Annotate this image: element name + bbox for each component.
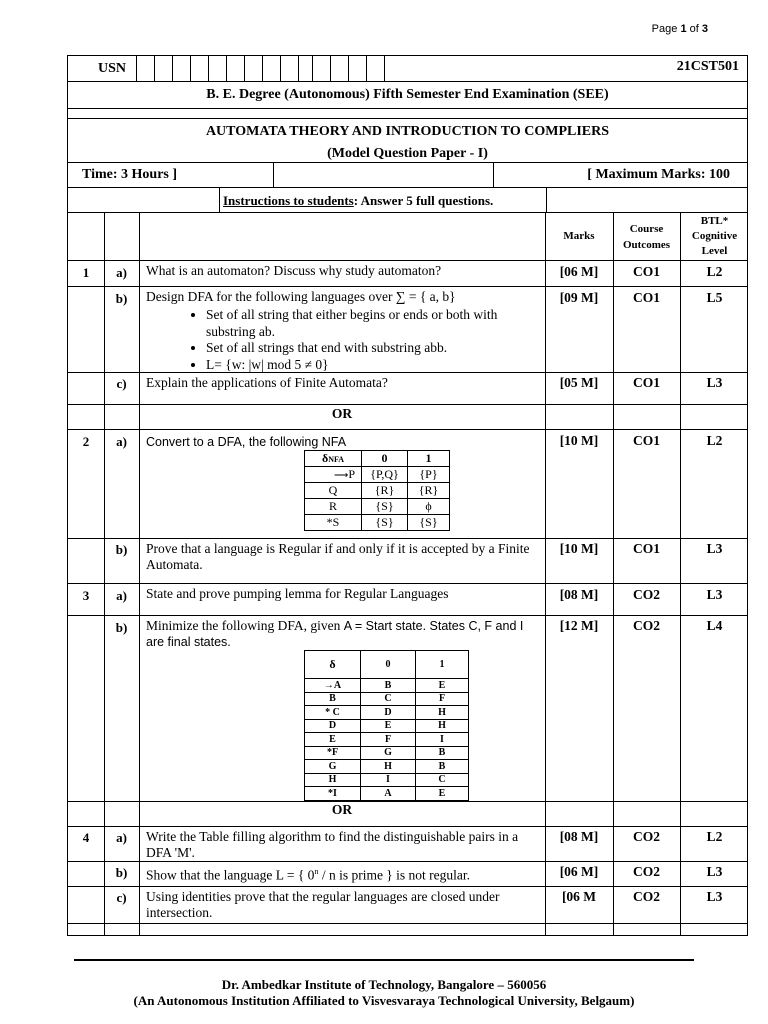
course-outcome: CO1 (633, 290, 660, 305)
marks: [06 M] (559, 864, 599, 879)
course-outcome: CO1 (633, 433, 660, 448)
marks: [12 M] (559, 618, 599, 633)
btl-level: L3 (706, 375, 723, 390)
footer-divider (74, 959, 694, 961)
question-text: Design DFA for the following languages over ∑ = { a, b} • Set of all string that either begins or ends or both with substring ab. • Set of all strings that end with substring abb. • L= {w: |w| mod 5 ≠ 0} (140, 287, 545, 372)
part-label: b) (115, 865, 128, 880)
marks: [08 M] (559, 829, 599, 844)
question-text: What is an automaton? Discuss why study automaton? (146, 263, 442, 278)
nfa-table: δNFA 0 1 ⟶P {P,Q} {P} Q {R} {R} R {S} ϕ *S {S} {S} (304, 450, 450, 531)
btl-level: L3 (706, 587, 723, 602)
question-row (67, 616, 748, 802)
spacer-row (67, 109, 748, 119)
question-number: 1 (82, 265, 90, 280)
usn-label: USN (98, 61, 127, 76)
subject-title: AUTOMATA THEORY AND INTRODUCTION TO COMPLIERS (205, 124, 610, 139)
table-row: *S {S} {S} (305, 515, 450, 531)
course-outcome: CO2 (633, 587, 660, 602)
question-text: Write the Table filling algorithm to find the distinguishable pairs in a DFA 'M'. (146, 829, 519, 860)
question-row (67, 287, 748, 373)
btl-level: L3 (706, 541, 723, 556)
table-row: R {S} ϕ (305, 499, 450, 515)
question-row (67, 584, 748, 616)
question-text: Using identities prove that the regular languages are closed under intersection. (146, 889, 500, 920)
question-text: Convert to a DFA, the following NFA (146, 435, 347, 449)
course-outcome: CO1 (633, 541, 660, 556)
degree-title: B. E. Degree (Autonomous) Fifth Semester End Examination (SEE) (206, 87, 609, 102)
marks: [06 M] (559, 264, 599, 279)
table-row: D E H (305, 719, 469, 733)
or-row (67, 405, 748, 430)
part-label: b) (115, 542, 128, 557)
btl-level: L4 (706, 618, 723, 633)
table-row: ⟶P {P,Q} {P} (305, 467, 450, 483)
marks: [05 M] (559, 375, 599, 390)
part-label: a) (116, 265, 127, 280)
column-header-row (67, 213, 748, 261)
or-separator: OR (331, 406, 353, 421)
usn-row (67, 55, 748, 82)
table-row: Q {R} {R} (305, 483, 450, 499)
btl-level: L2 (706, 829, 723, 844)
table-row: H I C (305, 773, 469, 787)
footer-affiliation: (An Autonomous Institution Affiliated to Visvesvaraya Technological University, Belgaum) (133, 993, 635, 1008)
list-item: • Set of all strings that end with substring abb. (206, 340, 539, 357)
course-outcome: CO1 (633, 264, 660, 279)
table-row: B C F (305, 692, 469, 706)
empty-row (67, 924, 748, 936)
btl-level: L2 (706, 264, 723, 279)
question-number: 3 (82, 588, 90, 603)
table-row: E F I (305, 733, 469, 747)
btl-level: L3 (706, 864, 723, 879)
part-label: c) (116, 376, 127, 391)
co-header: Course Outcomes (622, 223, 671, 251)
part-label: c) (116, 890, 127, 905)
question-row (67, 887, 748, 924)
part-label: b) (115, 620, 128, 635)
question-text: Show that the language L = { 0$^n$ / n is prime } is not regular. (146, 867, 471, 883)
page-number: Page 1 of 3 (651, 23, 708, 35)
time-label: Time: 3 Hours ] (82, 167, 178, 182)
marks-header: Marks (563, 230, 595, 242)
exam-sheet (67, 55, 748, 936)
question-row (67, 373, 748, 405)
question-text: Prove that a language is Regular if and only if it is accepted by a Finite Automata. (146, 541, 530, 572)
question-row (67, 430, 748, 539)
course-outcome: CO2 (633, 864, 660, 879)
or-row (67, 802, 748, 827)
question-text: Minimize the following DFA, given A = Start state. States C, F and I are final states. (146, 618, 524, 649)
paper-title: (Model Question Paper - I) (327, 146, 488, 161)
degree-row (67, 82, 748, 109)
course-code: 21CST501 (676, 59, 739, 74)
dfa-table: δ 0 1 →A B E B C F * C D H D E H E F I *F G B G H B H I C *I A E (304, 650, 469, 801)
question-text: Explain the applications of Finite Automata? (146, 375, 388, 390)
start-arrow-icon: ⟶ (333, 470, 349, 481)
instructions: Instructions to students: Answer 5 full questions. (223, 193, 494, 208)
course-outcome: CO2 (633, 618, 660, 633)
part-label: a) (116, 588, 127, 603)
marks: [10 M] (559, 433, 599, 448)
marks: [09 M] (559, 290, 599, 305)
table-row: * C D H (305, 706, 469, 720)
instructions-row (67, 188, 748, 213)
list-item: • Set of all string that either begins or ends or both with substring ab. (206, 307, 539, 340)
marks: [08 M] (559, 587, 599, 602)
marks: [10 M] (559, 541, 599, 556)
marks: [06 M (561, 889, 597, 904)
footer-institute: Dr. Ambedkar Institute of Technology, Bangalore – 560056 (221, 977, 547, 992)
question-row (67, 261, 748, 287)
list-item: • L= {w: |w| mod 5 ≠ 0} (206, 357, 539, 374)
btl-level: L5 (706, 290, 723, 305)
table-row: *I A E (305, 787, 469, 801)
time-row (67, 163, 748, 188)
question-number: 2 (82, 434, 90, 449)
table-row: →A B E (305, 679, 469, 693)
table-row: *F G B (305, 746, 469, 760)
question-row (67, 539, 748, 584)
or-separator: OR (331, 802, 353, 817)
btl-level: L3 (706, 889, 723, 904)
question-text: State and prove pumping lemma for Regular Languages (146, 586, 449, 601)
btl-level: L2 (706, 433, 723, 448)
question-row (67, 862, 748, 887)
question-row (67, 827, 748, 862)
course-outcome: CO2 (633, 829, 660, 844)
course-outcome: CO1 (633, 375, 660, 390)
question-number: 4 (82, 830, 90, 845)
subject-row (67, 119, 748, 163)
course-outcome: CO2 (633, 889, 660, 904)
part-label: b) (115, 291, 128, 306)
max-marks-label: [ Maximum Marks: 100 (587, 167, 730, 182)
part-label: a) (116, 830, 127, 845)
btl-header: BTL* Cognitive Level (691, 215, 738, 257)
table-row: G H B (305, 760, 469, 774)
part-label: a) (116, 434, 127, 449)
bullet-list (146, 307, 539, 373)
